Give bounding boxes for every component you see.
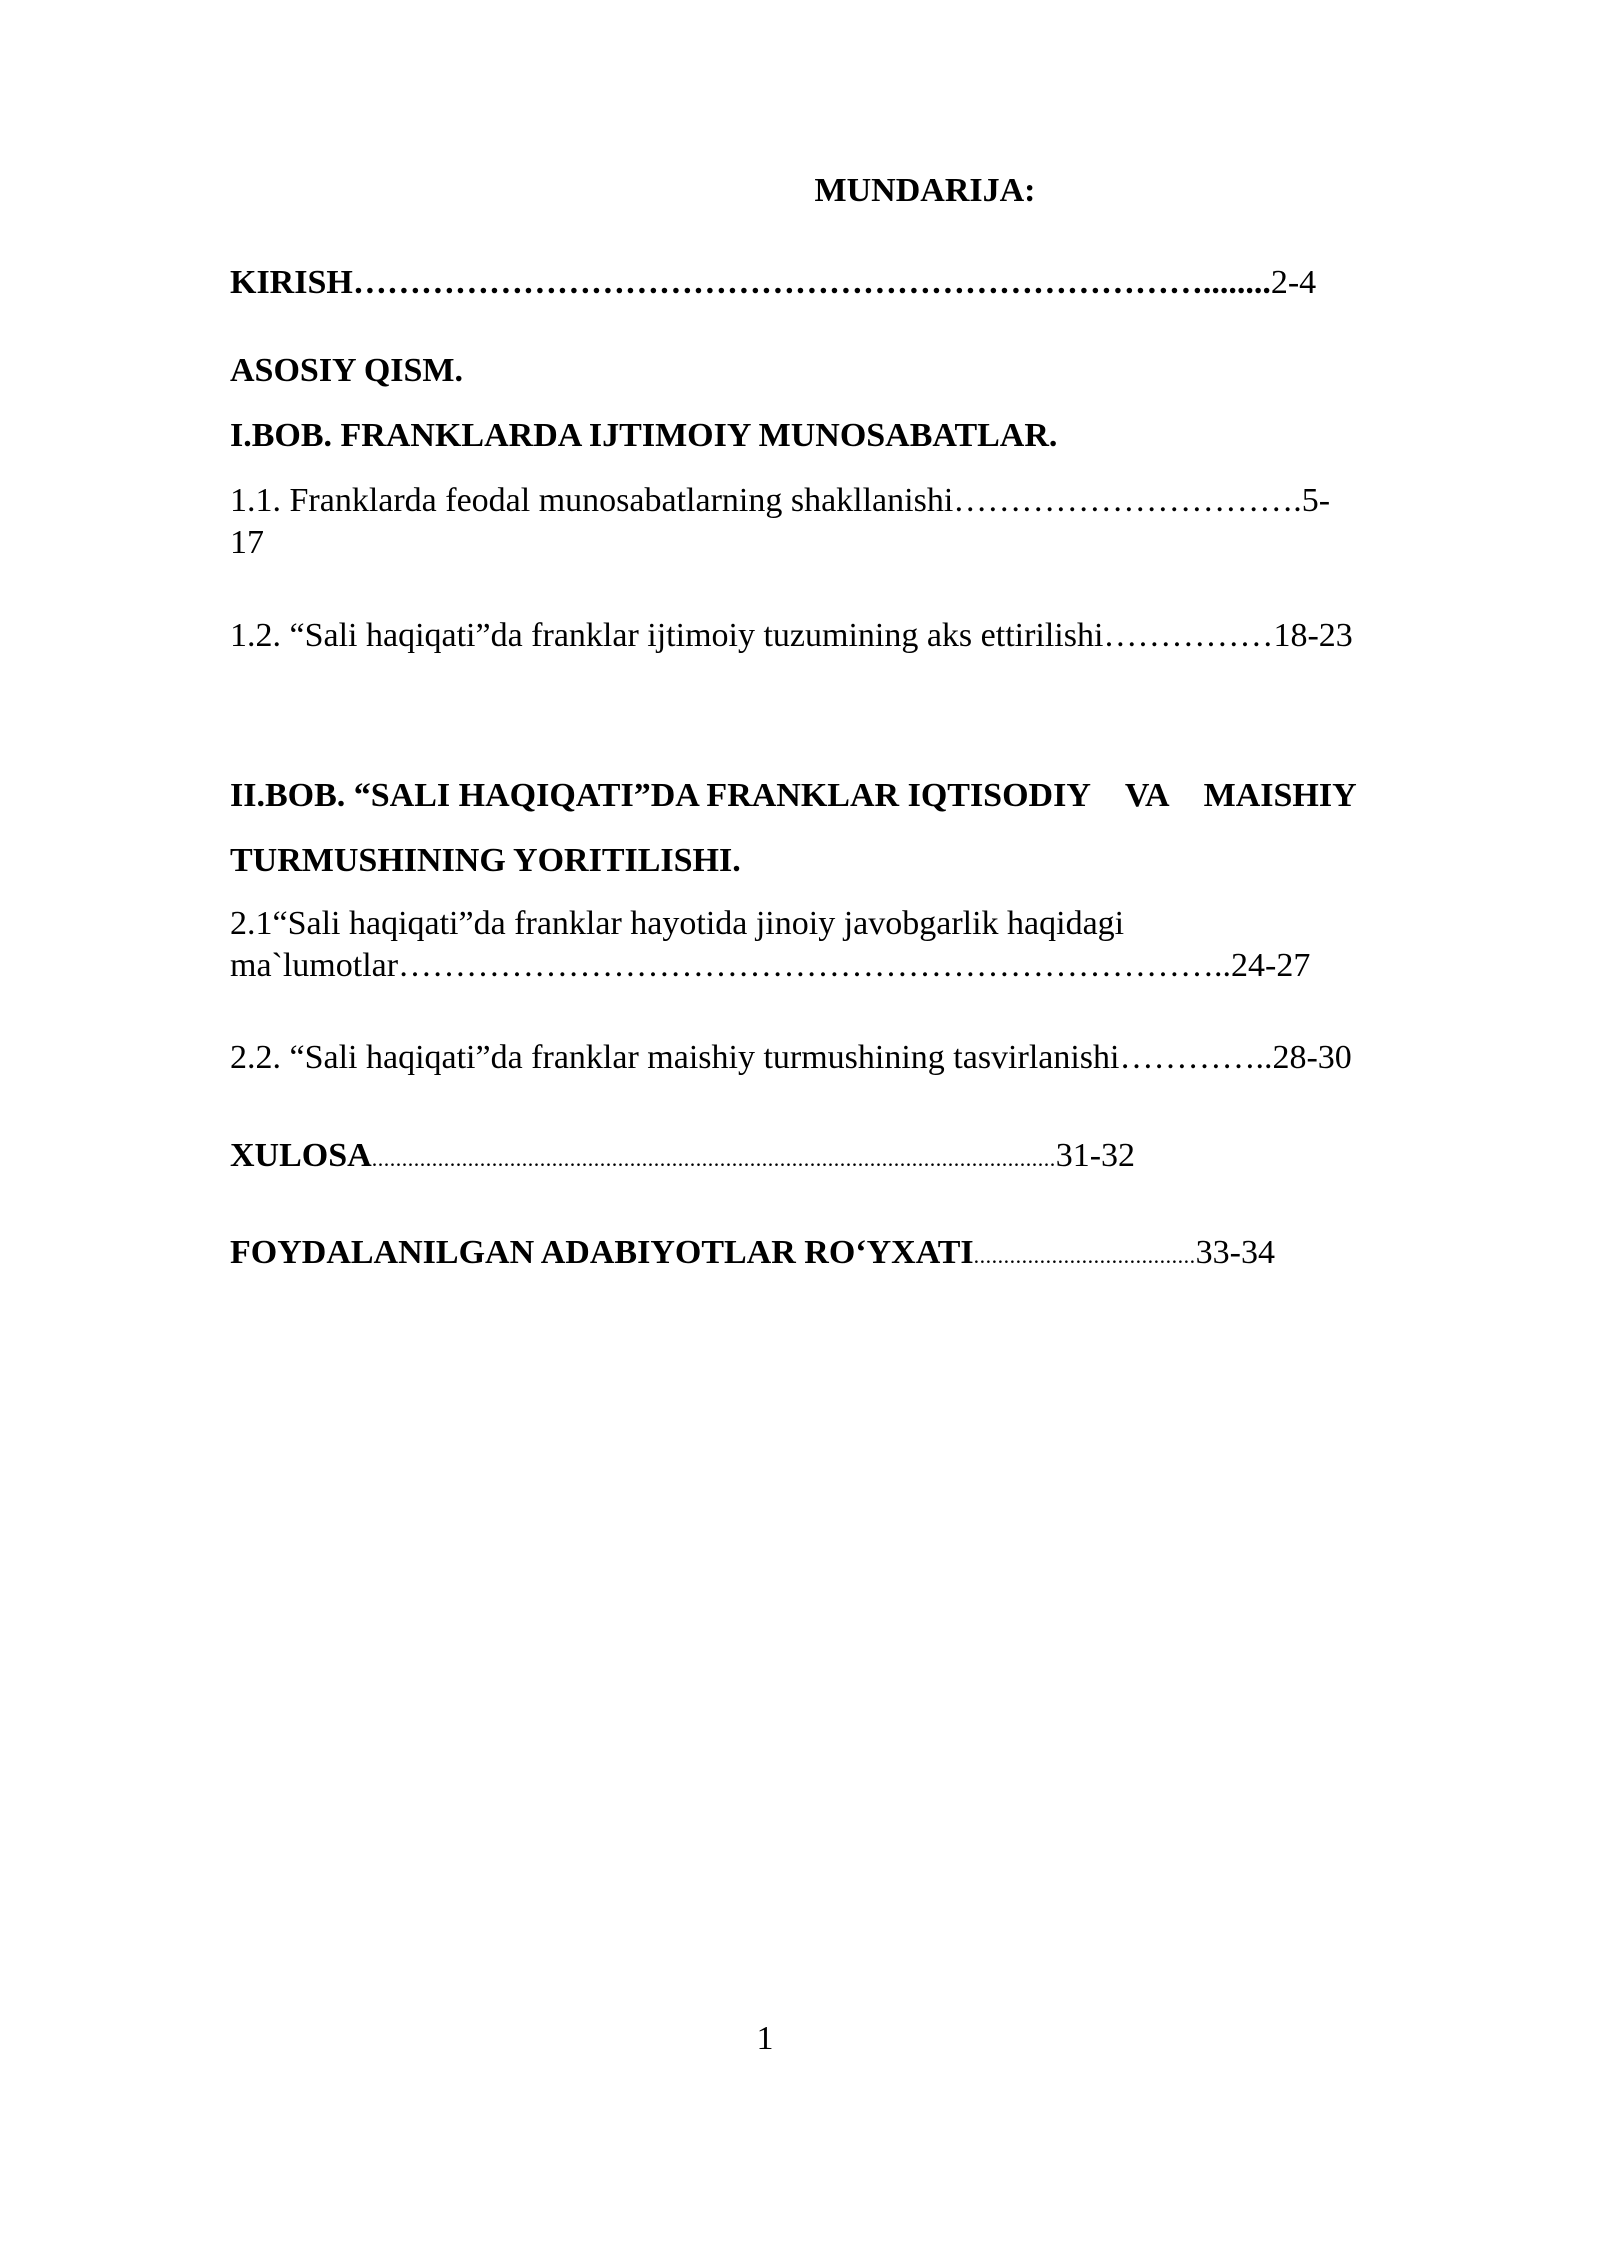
adabiyotlar-pages: 33-34 <box>1195 1234 1275 1271</box>
toc-entry-2-1-line2: ma`lumotlar………………………………………………………………..24-27 <box>230 947 1311 984</box>
asosiy-qism-heading: ASOSIY QISM. <box>230 352 464 389</box>
adabiyotlar-leader: ..................................... <box>973 1243 1196 1268</box>
kirish-leader: …………………………………………………………………........ <box>352 264 1271 301</box>
kirish-label: KIRISH <box>230 264 353 301</box>
toc-entry-2-2-pages: 28-30 <box>1272 1039 1352 1076</box>
toc-entry-1-2-text: 1.2. “Sali haqiqati”da franklar ijtimoiy tuzumining aks ettirilishi…………… <box>230 617 1274 654</box>
xulosa-label: XULOSA <box>230 1137 372 1174</box>
xulosa-pages: 31-32 <box>1055 1137 1136 1174</box>
chapter2-title-part3: MAISHIY <box>1203 777 1357 814</box>
toc-entry-1-1-line2: 17 <box>230 524 264 561</box>
chapter2-title-line2: TURMUSHINING YORITILISHI. <box>230 842 741 879</box>
toc-entry-2-2-text: 2.2. “Sali haqiqati”da franklar maishiy turmushining tasvirlanishi………….. <box>230 1039 1273 1076</box>
toc-entry-adabiyotlar <box>230 1232 1275 1277</box>
toc-entry-2-1-line1: 2.1“Sali haqiqati”da franklar hayotida jinoiy javobgarlik haqidagi <box>230 905 1125 942</box>
chapter2-title-part2: VA <box>1124 777 1170 814</box>
kirish-pages: 2-4 <box>1270 264 1317 301</box>
chapter1-title: I.BOB. FRANKLARDA IJTIMOIY MUNOSABATLAR. <box>230 417 1058 454</box>
adabiyotlar-label: FOYDALANILGAN ADABIYOTLAR RO‘YXATI <box>230 1234 974 1271</box>
toc-title: MUNDARIJA: <box>814 172 1036 209</box>
toc-entry-2-2 <box>230 1037 1352 1079</box>
toc-entry-1-2 <box>230 615 1353 657</box>
chapter2-title-part1: II.BOB. “SALI HAQIQATI”DA FRANKLAR IQTISODIY <box>230 777 1091 814</box>
toc-entry-1-1-line1: 1.1. Franklarda feodal munosabatlarning shakllanishi………………………….5- <box>230 482 1331 519</box>
chapter2-title-line1 <box>230 775 1357 817</box>
xulosa-leader: .................................................................................................................. <box>371 1146 1056 1171</box>
toc-entry-1-2-pages: 18-23 <box>1273 617 1353 654</box>
toc-entry-xulosa <box>230 1135 1135 1180</box>
page-number: 1 <box>756 2020 774 2057</box>
toc-entry-kirish <box>230 262 1316 304</box>
